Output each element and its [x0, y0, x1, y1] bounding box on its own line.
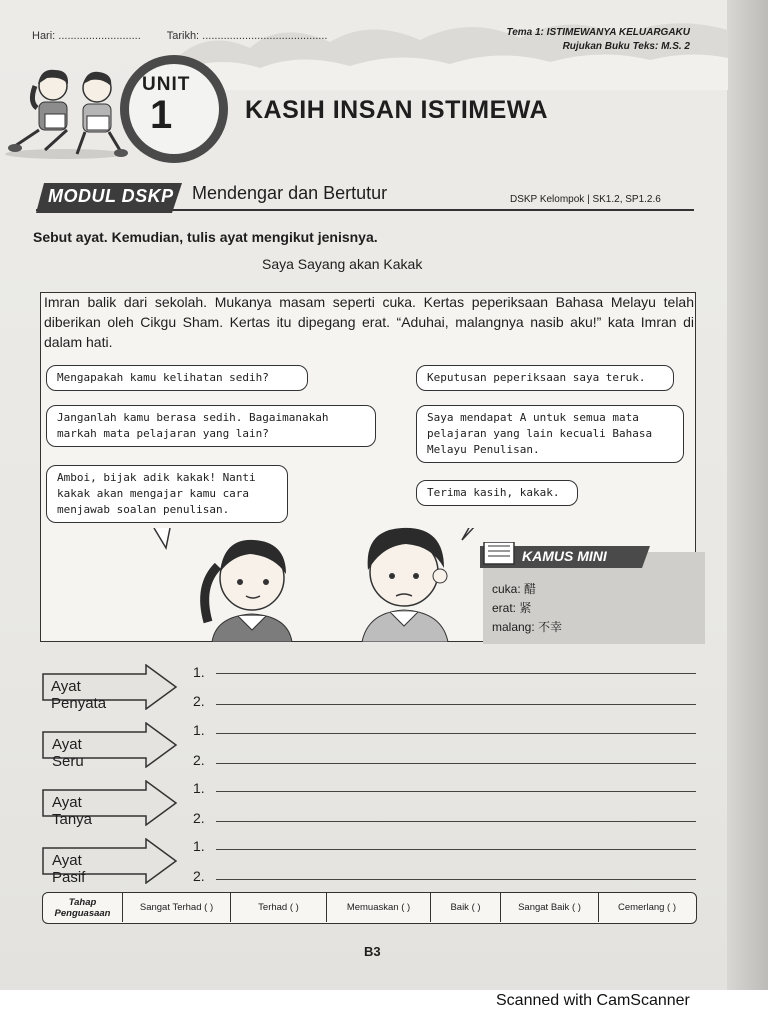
instruction: Sebut ayat. Kemudian, tulis ayat mengikut jenisnya.	[33, 229, 378, 245]
label-ayat-pasif: Ayat Pasif	[52, 852, 86, 886]
story-passage: Imran balik dari sekolah. Mukanya masam seperti cuka. Kertas peperiksaan Bahasa Melayu telah diberikan oleh Cikgu Sham. Kertas itu dipegang erat. “Aduhai, malangnya nasib aku!” kata Imran di dalam hati.	[44, 294, 694, 350]
theme-info	[506, 26, 690, 54]
answer-line[interactable]	[216, 763, 696, 764]
unit-number: 1	[150, 93, 173, 137]
date-fields	[32, 30, 327, 42]
level-sangat-baik[interactable]: Sangat Baik ( )	[501, 893, 599, 922]
line-num: 1.	[193, 838, 205, 854]
level-cemerlang[interactable]: Cemerlang ( )	[617, 902, 677, 913]
hari-field[interactable]: Hari: ...........................	[32, 30, 141, 42]
tema-text: Tema 1: ISTIMEWANYA KELUARGAKU	[506, 27, 690, 38]
answer-line[interactable]	[216, 704, 696, 705]
imran-illustration	[352, 520, 462, 642]
speech-bubble-imran-2: Saya mendapat A untuk semua mata pelajaran yang lain kecuali Bahasa Melayu Penulisan.	[416, 405, 684, 463]
kamus-mini-title: KAMUS MINI	[522, 548, 607, 564]
story-title: Saya Sayang akan Kakak	[262, 256, 423, 272]
answer-line[interactable]	[216, 821, 696, 822]
modul-tag-label: MODUL DSKP	[48, 186, 174, 206]
line-num: 2.	[193, 752, 205, 768]
line-num: 1.	[193, 722, 205, 738]
speech-bubble-kakak-3: Amboi, bijak adik kakak! Nanti kakak akan mengajar kamu cara menjawab soalan penulisan.	[46, 465, 288, 523]
speech-bubble-kakak-1: Mengapakah kamu kelihatan sedih?	[46, 365, 308, 391]
label-ayat-seru: Ayat Seru	[52, 736, 84, 770]
unit-badge	[120, 55, 228, 163]
line-num: 2.	[193, 810, 205, 826]
answer-line[interactable]	[216, 791, 696, 792]
tahap-label: Tahap Penguasaan	[43, 893, 123, 922]
kakak-illustration	[190, 530, 310, 642]
kamus-entry-cuka: cuka: 醋	[492, 582, 537, 596]
line-num: 2.	[193, 868, 205, 884]
level-terhad[interactable]: Terhad ( )	[231, 893, 327, 922]
speech-bubble-imran-1: Keputusan peperiksaan saya teruk.	[416, 365, 674, 391]
level-memuaskan[interactable]: Memuaskan ( )	[327, 893, 431, 922]
rujukan-text: Rujukan Buku Teks: M.S. 2	[562, 41, 690, 52]
level-sangat-terhad[interactable]: Sangat Terhad ( )	[123, 893, 231, 922]
tarikh-field[interactable]: Tarikh: .........................................	[166, 30, 328, 42]
unit-label: UNIT	[142, 74, 191, 95]
label-ayat-penyata: Ayat Penyata	[51, 678, 107, 712]
answer-line[interactable]	[216, 879, 696, 880]
kamus-entry-erat: erat: 紧	[492, 601, 532, 615]
kamus-entry-malang: malang: 不幸	[492, 620, 563, 634]
answer-line[interactable]	[216, 849, 696, 850]
skill-title: Mendengar dan Bertutur	[192, 183, 388, 203]
dskp-code: DSKP Kelompok | SK1.2, SP1.2.6	[510, 194, 661, 205]
line-num: 2.	[193, 693, 205, 709]
page-number: B3	[364, 944, 381, 959]
speech-bubble-imran-3: Terima kasih, kakak.	[416, 480, 578, 506]
camscanner-watermark: Scanned with CamScanner	[496, 992, 690, 1009]
answer-line[interactable]	[216, 673, 696, 674]
line-num: 1.	[193, 780, 205, 796]
line-num: 1.	[193, 664, 205, 680]
label-ayat-tanya: Ayat Tanya	[52, 794, 93, 828]
unit-title: KASIH INSAN ISTIMEWA	[245, 96, 549, 124]
speech-bubble-kakak-2: Janganlah kamu berasa sedih. Bagaimanakah markah mata pelajaran yang lain?	[46, 405, 376, 447]
answer-line[interactable]	[216, 733, 696, 734]
level-baik[interactable]: Baik ( )	[431, 893, 501, 922]
tahap-penguasaan-table	[42, 892, 697, 924]
page-edge-shadow	[727, 0, 768, 990]
